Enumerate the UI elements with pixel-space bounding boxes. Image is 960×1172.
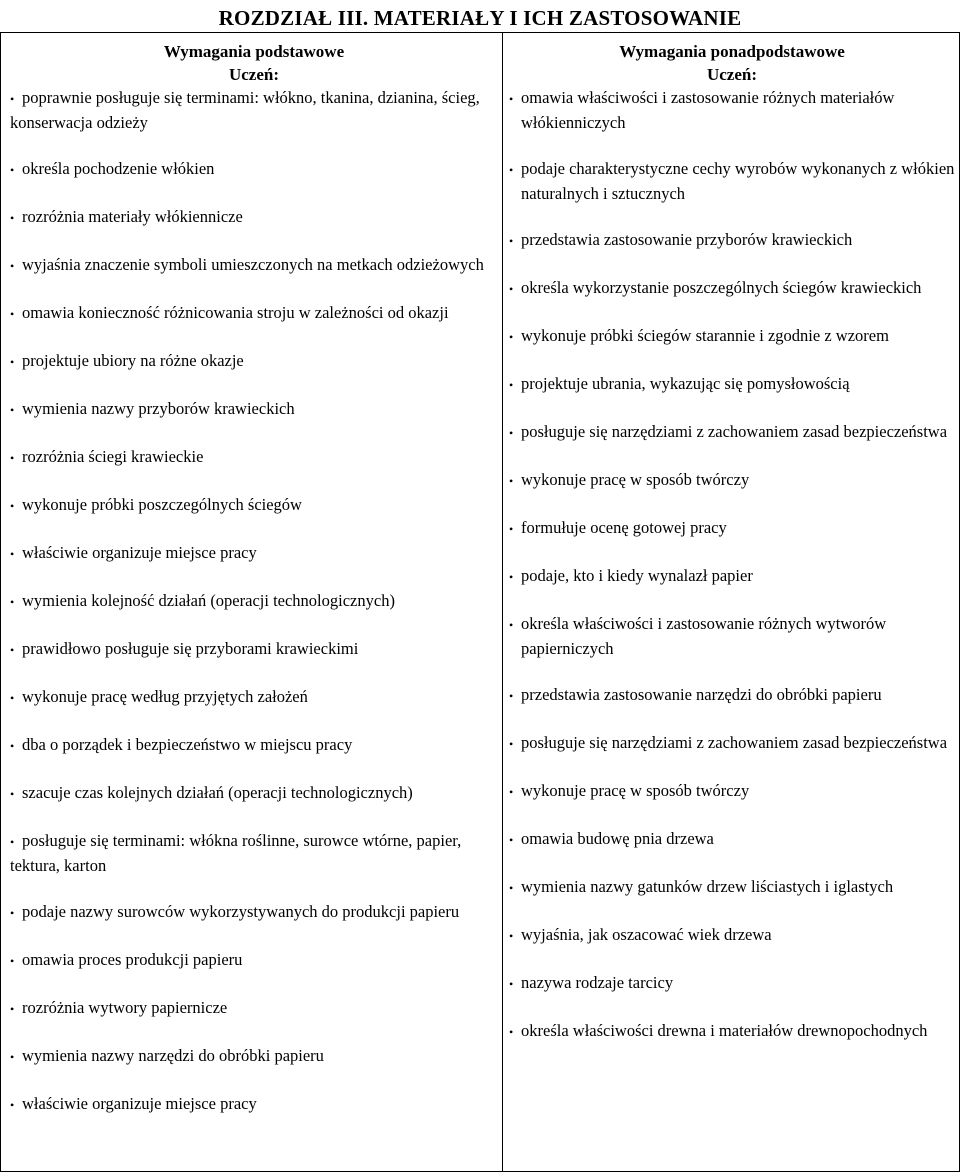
list-item [10,301,498,326]
list-item [10,948,498,973]
list-item-text: wymienia nazwy przyborów krawieckich [22,399,295,418]
list-item-text: podaje charakterystyczne cechy wyrobów wykonanych z włókien naturalnych i sztucznych [521,159,955,203]
list-item [10,637,498,662]
list-item [10,685,498,710]
advanced-requirements-list [509,86,955,1044]
bullet-icon: • [509,785,514,799]
bullet-icon: • [10,954,15,968]
bullet-icon: • [509,522,514,536]
bullet-icon: • [10,499,15,513]
list-item [10,829,498,877]
list-item-text: określa pochodzenie włókien [22,159,215,178]
list-item-text: nazywa rodzaje tarcicy [521,973,674,992]
list-item [10,205,498,230]
bullet-icon: • [509,1025,514,1039]
list-item-text: posługuje się terminami: włókna roślinne, surowce wtórne, papier, tektura, karton [10,831,462,875]
list-item [10,1092,498,1117]
list-item-text: rozróżnia wytwory papiernicze [22,998,228,1017]
list-item-text: wyjaśnia znaczenie symboli umieszczonych na metkach odzieżowych [22,255,484,274]
list-item-text: właściwie organizuje miejsce pracy [22,1094,257,1113]
bullet-icon: • [509,977,514,991]
bullet-icon: • [509,282,514,296]
list-item [10,541,498,566]
list-item [509,923,955,948]
list-item [509,875,955,900]
list-item [509,971,955,996]
bullet-icon: • [10,835,15,849]
list-item [509,420,955,445]
list-item-text: wymienia nazwy narzędzi do obróbki papieru [22,1046,324,1065]
bullet-icon: • [509,929,514,943]
bullet-icon: • [10,1098,15,1112]
list-item-text: omawia konieczność różnicowania stroju w zależności od okazji [22,303,449,322]
list-item [509,1019,955,1044]
list-item [509,612,955,660]
list-item-text: wymienia kolejność działań (operacji technologicznych) [22,591,395,610]
list-item [10,157,498,182]
list-item [10,996,498,1021]
advanced-requirements-heading: Wymagania ponadpodstawowe [619,42,845,61]
list-item-text: przedstawia zastosowanie przyborów krawieckich [521,230,853,249]
list-item-text: rozróżnia ściegi krawieckie [22,447,204,466]
list-item [10,493,498,518]
list-item [10,253,498,278]
list-item [10,349,498,374]
bullet-icon: • [509,426,514,440]
list-item-text: prawidłowo posługuje się przyborami krawieckimi [22,639,359,658]
list-item-text: określa właściwości i zastosowanie różnych wytworów papierniczych [521,614,887,658]
bullet-icon: • [509,570,514,584]
list-item-text: wykonuje pracę w sposób twórczy [521,781,750,800]
list-item-text: formułuje ocenę gotowej pracy [521,518,727,537]
basic-requirements-column [1,33,503,1171]
list-item-text: omawia właściwości i zastosowanie różnych materiałów włókienniczych [521,88,895,132]
list-item-text: poprawnie posługuje się terminami: włókno, tkanina, dzianina, ścieg, konserwacja odzieży [10,88,480,132]
list-item-text: wykonuje próbki poszczególnych ściegów [22,495,302,514]
list-item-text: wykonuje pracę według przyjętych założeń [22,687,308,706]
list-item-text: określa wykorzystanie poszczególnych ściegów krawieckich [521,278,922,297]
list-item [509,157,955,205]
bullet-icon: • [509,330,514,344]
list-item [509,324,955,349]
list-item [509,516,955,541]
bullet-icon: • [10,1050,15,1064]
basic-requirements-list [10,86,498,1117]
bullet-icon: • [509,689,514,703]
list-item-text: posługuje się narzędziami z zachowaniem zasad bezpieczeństwa [521,422,948,441]
list-item [509,683,955,708]
bullet-icon: • [10,739,15,753]
list-item-text: właściwie organizuje miejsce pracy [22,543,257,562]
list-item [10,1044,498,1069]
bullet-icon: • [509,378,514,392]
list-item-text: szacuje czas kolejnych działań (operacji technologicznych) [22,783,413,802]
list-item [509,731,955,756]
requirements-table [0,32,960,1172]
bullet-icon: • [10,906,15,920]
list-item [10,781,498,806]
list-item [509,372,955,397]
list-item [10,86,498,134]
bullet-icon: • [10,403,15,417]
bullet-icon: • [10,307,15,321]
bullet-icon: • [10,1002,15,1016]
list-item [509,564,955,589]
bullet-icon: • [10,691,15,705]
list-item [509,779,955,804]
list-item-text: dba o porządek i bezpieczeństwo w miejscu pracy [22,735,353,754]
bullet-icon: • [509,92,514,106]
list-item-text: omawia budowę pnia drzewa [521,829,714,848]
bullet-icon: • [509,234,514,248]
list-item [509,86,955,134]
list-item [10,900,498,925]
advanced-requirements-subheading: Uczeń: [706,65,758,84]
list-item-text: posługuje się narzędziami z zachowaniem zasad bezpieczeństwa [521,733,948,752]
bullet-icon: • [10,92,15,106]
bullet-icon: • [10,451,15,465]
bullet-icon: • [10,643,15,657]
bullet-icon: • [509,163,514,177]
bullet-icon: • [10,355,15,369]
bullet-icon: • [10,211,15,225]
bullet-icon: • [10,259,15,273]
list-item-text: wymienia nazwy gatunków drzew liściastych i iglastych [521,877,894,896]
list-item [10,589,498,614]
list-item-text: projektuje ubrania, wykazując się pomysłowością [521,374,850,393]
bullet-icon: • [10,787,15,801]
list-item-text: projektuje ubiory na różne okazje [22,351,244,370]
bullet-icon: • [10,595,15,609]
list-item [509,827,955,852]
basic-requirements-subheading: Uczeń: [228,65,280,84]
bullet-icon: • [10,163,15,177]
bullet-icon: • [509,474,514,488]
page-title: ROZDZIAŁ III. MATERIAŁY I ICH ZASTOSOWANIE [218,6,742,30]
list-item [10,445,498,470]
list-item [509,468,955,493]
list-item-text: podaje, kto i kiedy wynalazł papier [521,566,753,585]
bullet-icon: • [509,881,514,895]
bullet-icon: • [10,547,15,561]
bullet-icon: • [509,737,514,751]
advanced-requirements-column [503,33,959,1171]
list-item-text: podaje nazwy surowców wykorzystywanych do produkcji papieru [22,902,460,921]
list-item [509,276,955,301]
list-item-text: określa właściwości drewna i materiałów drewnopochodnych [521,1021,928,1040]
list-item [10,733,498,758]
list-item-text: przedstawia zastosowanie narzędzi do obróbki papieru [521,685,882,704]
list-item-text: rozróżnia materiały włókiennicze [22,207,243,226]
list-item-text: omawia proces produkcji papieru [22,950,243,969]
list-item [10,397,498,422]
basic-requirements-heading: Wymagania podstawowe [163,42,345,61]
list-item-text: wykonuje pracę w sposób twórczy [521,470,750,489]
list-item-text: wyjaśnia, jak oszacować wiek drzewa [521,925,772,944]
bullet-icon: • [509,833,514,847]
bullet-icon: • [509,618,514,632]
list-item [509,228,955,253]
list-item-text: wykonuje próbki ściegów starannie i zgodnie z wzorem [521,326,889,345]
